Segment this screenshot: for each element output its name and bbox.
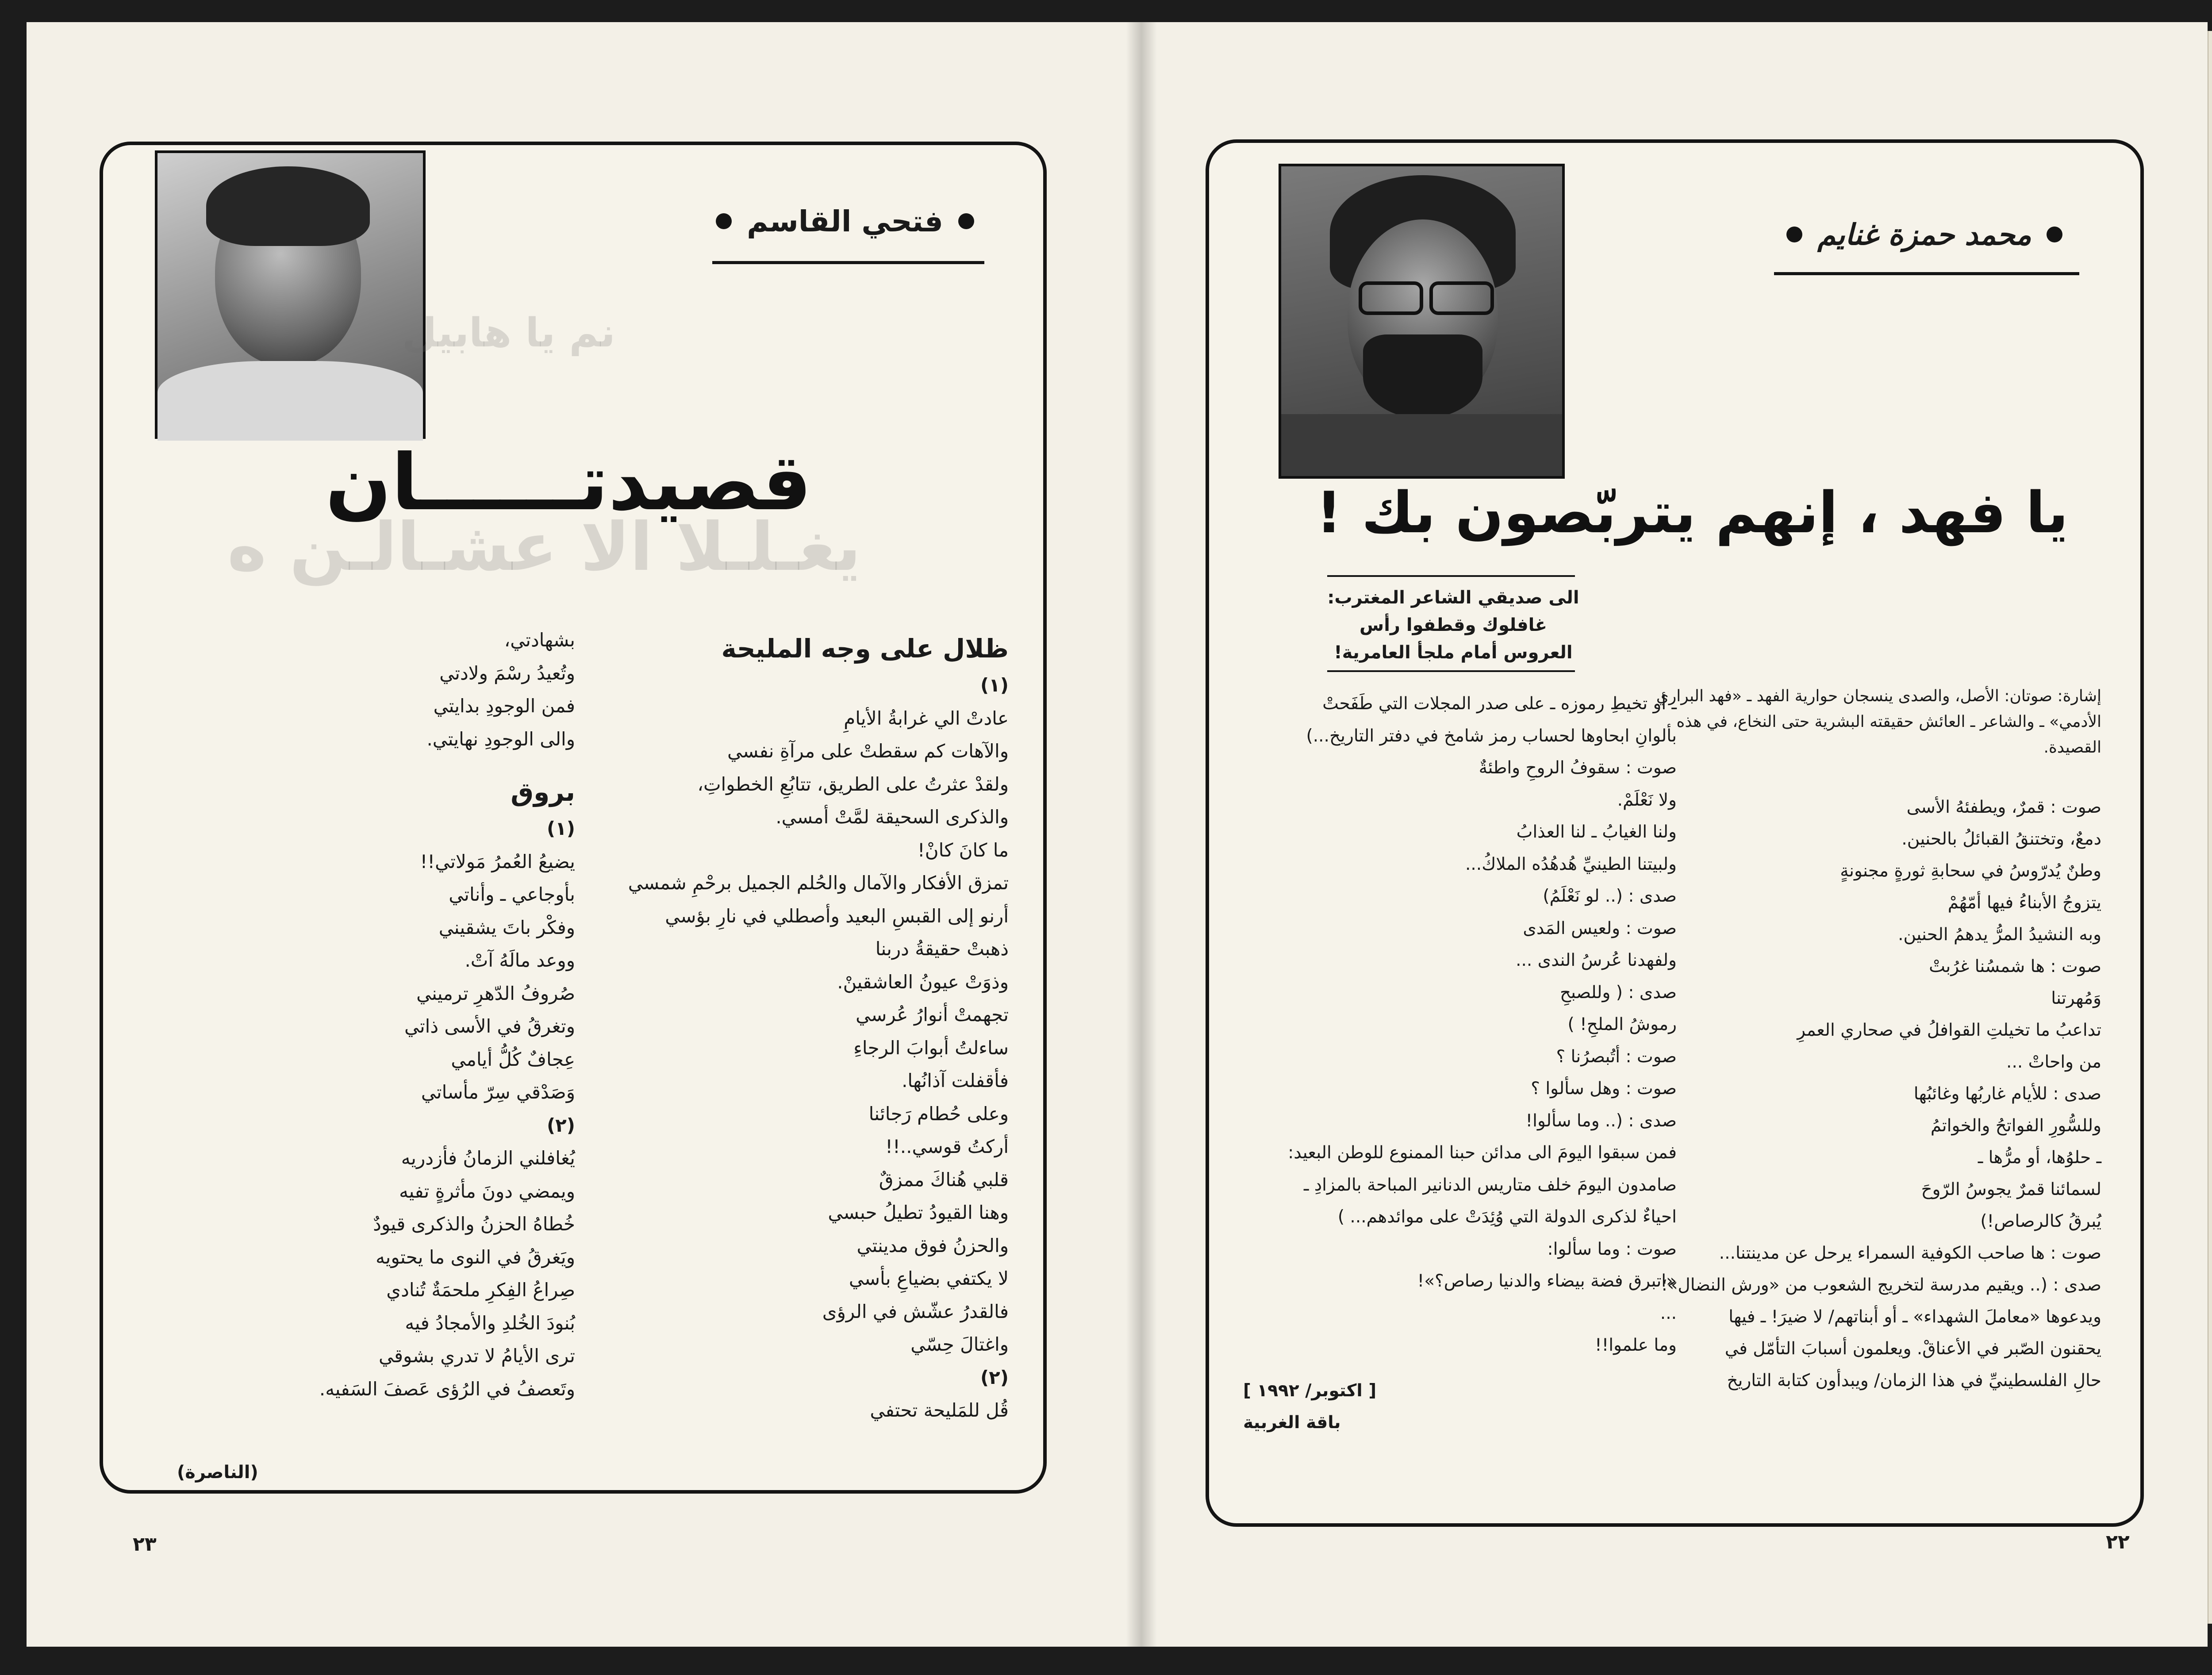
poem-line: بُنودَ الخُلدِ والأمجادُ فيه [405,1312,575,1334]
poem-line: دمعٌ، وتختنقُ القبائلُ بالحنين. [1901,829,2101,849]
byline-rule [1774,272,2079,275]
poem-line: وتَعصفُ في الرُؤى عَصفَ السَفيه. [319,1378,575,1400]
poem-line: وللسُّورِ الفواتحُ والخواتمُ [1930,1116,2101,1136]
poem-line: رموشُ الملحِ! ) [1567,1014,1677,1034]
page-title: يا فهد ، إنهم يتربّصون بك ! [1316,480,2069,546]
poem-column-left [1243,688,1677,1439]
poem-line: صوت : ها صاحب الكوفية السمراء يرحل عن مدينتنا... [1719,1243,2101,1263]
dedication [1323,584,1584,666]
bullet-icon [716,213,732,229]
poem-line: فمن سبقوا اليومَ الى مدائن حبنا الممنوع للوطن البعيد: [1288,1143,1677,1163]
poem-line: فمن الوجودِ بدايتي [433,695,575,717]
date-line: [ اكتوبر/ ١٩٩٢ ] [1243,1380,1377,1401]
poem-line: صدى : (.. وما سألوا! [1525,1110,1677,1131]
poem-line: (٢) [980,1366,1009,1388]
poem-line: صوت : أتُبصرُنا ؟ [1556,1046,1677,1067]
poem-line: تداعبُ ما تخيلتِ القوافلُ في صحاري العمرِ [1797,1020,2101,1040]
poet-location: (الناصرة) [177,1462,258,1483]
poem-line: والذكرى السحيقة لمَّتْ أمسي. [776,806,1009,828]
poem-line: بألوانِ ابحاوها لحساب رمز شامخ في دفتر التاريخ...) [1306,726,1677,746]
poem-line: احياءٌ لذكرى الدولة التي وُئِدَتْ على موائدهم... ) [1337,1207,1677,1227]
poem-line: وتغرقُ في الأسى ذاتي [404,1015,575,1037]
bleed-through-text: نم يا هابيل [402,310,615,356]
poem-heading: ظلال على وجه المليحة [721,634,1009,664]
poem-line: وعلى حُطام رَجائنا [868,1103,1009,1125]
poem-line: وذوَتْ عيونُ العاشقينْ. [837,971,1009,993]
poem-line: حالِ الفلسطينيِّ في هذا الزمان/ ويبدأون كتابة التاريخ [1727,1371,2101,1391]
poem-line: عادتْ الي غرابةُ الأيامِ [844,707,1009,729]
poem-line: بشهادتي، [504,629,575,651]
poem-column-1 [571,628,1009,1427]
author-photo [1279,164,1565,479]
poem-line: ولبيتنا الطينيِّ هُدهُدُه الملاكُ... [1465,854,1677,874]
poem-line: وطنٌ يُدرّوسُ في سحابةِ ثورةٍ مجنونةٍ [1840,861,2101,881]
poem-line: إشارة: صوتان: الأصل، والصدى ينسجان حوارية الفهد ـ «فهد البراري [1656,687,2101,705]
poem-line: ويدعوها «معاملَ الشهداء» ـ أو أبناتهم/ لا ضيرَ! ـ فيها [1728,1307,2101,1327]
poem-line: صوت : سقوفُ الروحِ واطئةٌ [1479,758,1677,778]
poem-line: صوت : ولعيس المَدى [1523,918,1677,938]
poem-line: والآهات كم سقطتْ على مرآةِ نفسي [727,740,1009,762]
poem-line: ولنا الغيابُ ـ لنا العذابُ [1516,822,1677,842]
dedication-rule [1327,575,1575,577]
poem-line: ولفهدنا عُرسُ الندى ... [1516,950,1677,970]
poem-line: صِراعُ الفِكرِ ملحمَةٌ تُنادي [386,1279,575,1301]
dedication-rule [1327,670,1575,672]
poem-line: ـ حلوُها، أو مرُّها ـ [1978,1148,2101,1168]
poem-line: فالقدرُ عشّش في الرؤى [822,1300,1009,1322]
poem-column-right [1656,684,2101,1397]
page-number: ٢٢ [2106,1531,2130,1553]
poem-line: ولقدْ عثرتُ على الطريق، تتابُعِ الخطواتِ، [697,773,1009,795]
poem-line: صدى : ( وللصبحِ [1559,982,1677,1003]
poem-line: تجهمتْ أنوارُ عُرسي [856,1004,1009,1026]
bullet-icon [958,213,974,229]
dedication-line: العروس أمام ملجأ العامرية! [1334,642,1573,663]
author-photo [155,150,426,439]
poem-line: الأدمي» ـ والشاعر ـ العائش حقيقته البشرية حتى النخاع، في هذه [1676,713,2101,731]
poem-line: ولا نَعْلَمْ. [1617,790,1677,810]
poem-line: والحزنُ فوق مدينتي [856,1234,1009,1256]
poem-line: صدى : للأيام غاربُها وغائبُها [1913,1084,2101,1104]
author-name: فتحي القاسم [747,204,943,238]
poem-line: ـ أو تخيطِ رموزه ـ على صدر المجلات التي طَفَحتْ [1322,694,1677,714]
poem-line: يتزوجُ الأبناءُ فيها أمّهُمْ [1947,893,2101,913]
poem-line: خُطاهُ الحزنُ والذكرى قيودٌ [373,1213,575,1235]
poem-line: عِجافٌ كُلُّ أيامي [451,1048,575,1070]
poem-line: صوت : ها شمسُنا غرُبتْ [1929,957,2101,976]
bleed-through-text: يغـلـلا الا عشـالـن ه [227,509,861,586]
poem-line: أرنو إلى القبسِ البعيد وأصطلي في نارِ بؤسي [665,905,1009,927]
poem-line: ... [1660,1303,1677,1323]
poem-line: من واحاتْ ... [2006,1052,2101,1072]
poem-line: وفكْر باتَ يشقيني [438,916,575,938]
poem-line: صامدون اليومَ خلف متاريس الدنانير المباحة بالمزادِ ـ [1303,1175,1677,1195]
poem-line: صوت : وهل سألوا ؟ [1531,1079,1677,1099]
poem-column-2 [319,624,575,1406]
poem-line: ساءلتُ أبوابَ الرجاءِ [853,1037,1009,1059]
page-gutter [1126,22,1157,1647]
byline-rule [712,261,984,264]
poem-line: وبه النشيدُ المرُّ يدهمُ الحنين. [1898,925,2101,945]
poem-line: وتُعيدُ رسْمَ ولادتي [439,662,575,684]
author-name: محمد حمزة غنايم [1817,217,2032,252]
dedication-line: غافلوك وقطفوا رأس [1359,615,1547,635]
poem-line: وما علموا!! [1595,1335,1677,1355]
poem-line: يضيعُ العُمرُ مَولاتي!! [420,850,575,872]
poem-line: لا يكتفي بضياعِ بأسي [849,1268,1009,1289]
poem-line: القصيدة. [2043,738,2101,757]
poem-line: صوت : وما سألوا: [1547,1239,1677,1259]
poem-line: يُغافلني الزمانُ فأزدريه [401,1147,575,1169]
page-title: قصيدتــــــان [325,438,812,528]
poem-line: قُل للمَليحة تحتفي [870,1399,1009,1421]
bullet-icon [1786,227,1802,242]
poem-line: ترى الأيامُ لا تدري بشوقي [378,1345,575,1367]
poem-line: وهنا القيودُ تطيلُ حبسي [828,1202,1009,1223]
poem-line: (١) [546,818,575,839]
page-number: ٢٣ [133,1533,157,1556]
poem-line: صوت : قمرٌ، ويطفئهُ الأسى [1906,797,2101,817]
poem-line: واغتالَ حِسّي [910,1333,1009,1355]
poet-location: باقة الغربية [1243,1413,1341,1433]
poem-line: صُروفُ الدّهرِ ترميني [416,982,575,1004]
poem-line: قلبي هُناكَ ممزقٌ [879,1168,1009,1191]
poem-line: ووعد مالَهُ آتْ. [465,949,575,971]
poem-heading: بروق [511,777,575,807]
poem-line: يحقنون الصّبر في الأعناقْ. ويعلمون أسبابَ التأمّل في [1724,1339,2101,1359]
author-byline [708,199,982,243]
poem-line: ويمضي دونَ مأثرةٍ تفيه [399,1180,575,1202]
poem-line: فأقفلت آذانُها. [902,1070,1009,1091]
poem-line: تمزق الأفكار والآمال والحُلم الجميل برحْمِ شمسي [628,872,1009,894]
poem-line: بأوجاعي ـ وأناتي [449,884,575,905]
poem-line: ذهبتْ حقيقةُ دربنا [875,938,1009,960]
poem-line: (٢) [546,1114,575,1136]
poem-line: والى الوجودِ نهايتي. [426,728,575,750]
dedication-line: الى صديقي الشاعر المغترب: [1327,588,1579,608]
poem-line: وَصَدْقي سِرّ مأساتي [421,1081,575,1103]
poem-line: وَمُهرتنا [2051,988,2101,1008]
poem-line: (١) [980,674,1009,696]
poem-line: لسمائنا قمرٌ يجوسُ الرّوحَ [1921,1179,2101,1199]
page-edge [2208,31,2212,1624]
poem-line: ويَغرقُ في النوى ما يحتويه [376,1246,575,1268]
author-byline [1770,212,2079,257]
poem-line: ما كانَ كانْ! [917,839,1009,861]
poem-line: صدى : (.. ويقيم مدرسة لتخريج الشعوب من «ورش النضال»؛ [1662,1275,2101,1295]
poem-line: أركتُ قوسي..!! [885,1136,1009,1157]
poem-line: صدى : (.. لو نَعْلَمُ) [1543,886,1677,906]
poem-line: «اتبرق فضة بيضاء والدنيا رصاص؟»! [1417,1271,1677,1291]
poem-line: يُبرقُ كالرصاص!) [1980,1211,2101,1231]
bullet-icon [2047,227,2062,242]
